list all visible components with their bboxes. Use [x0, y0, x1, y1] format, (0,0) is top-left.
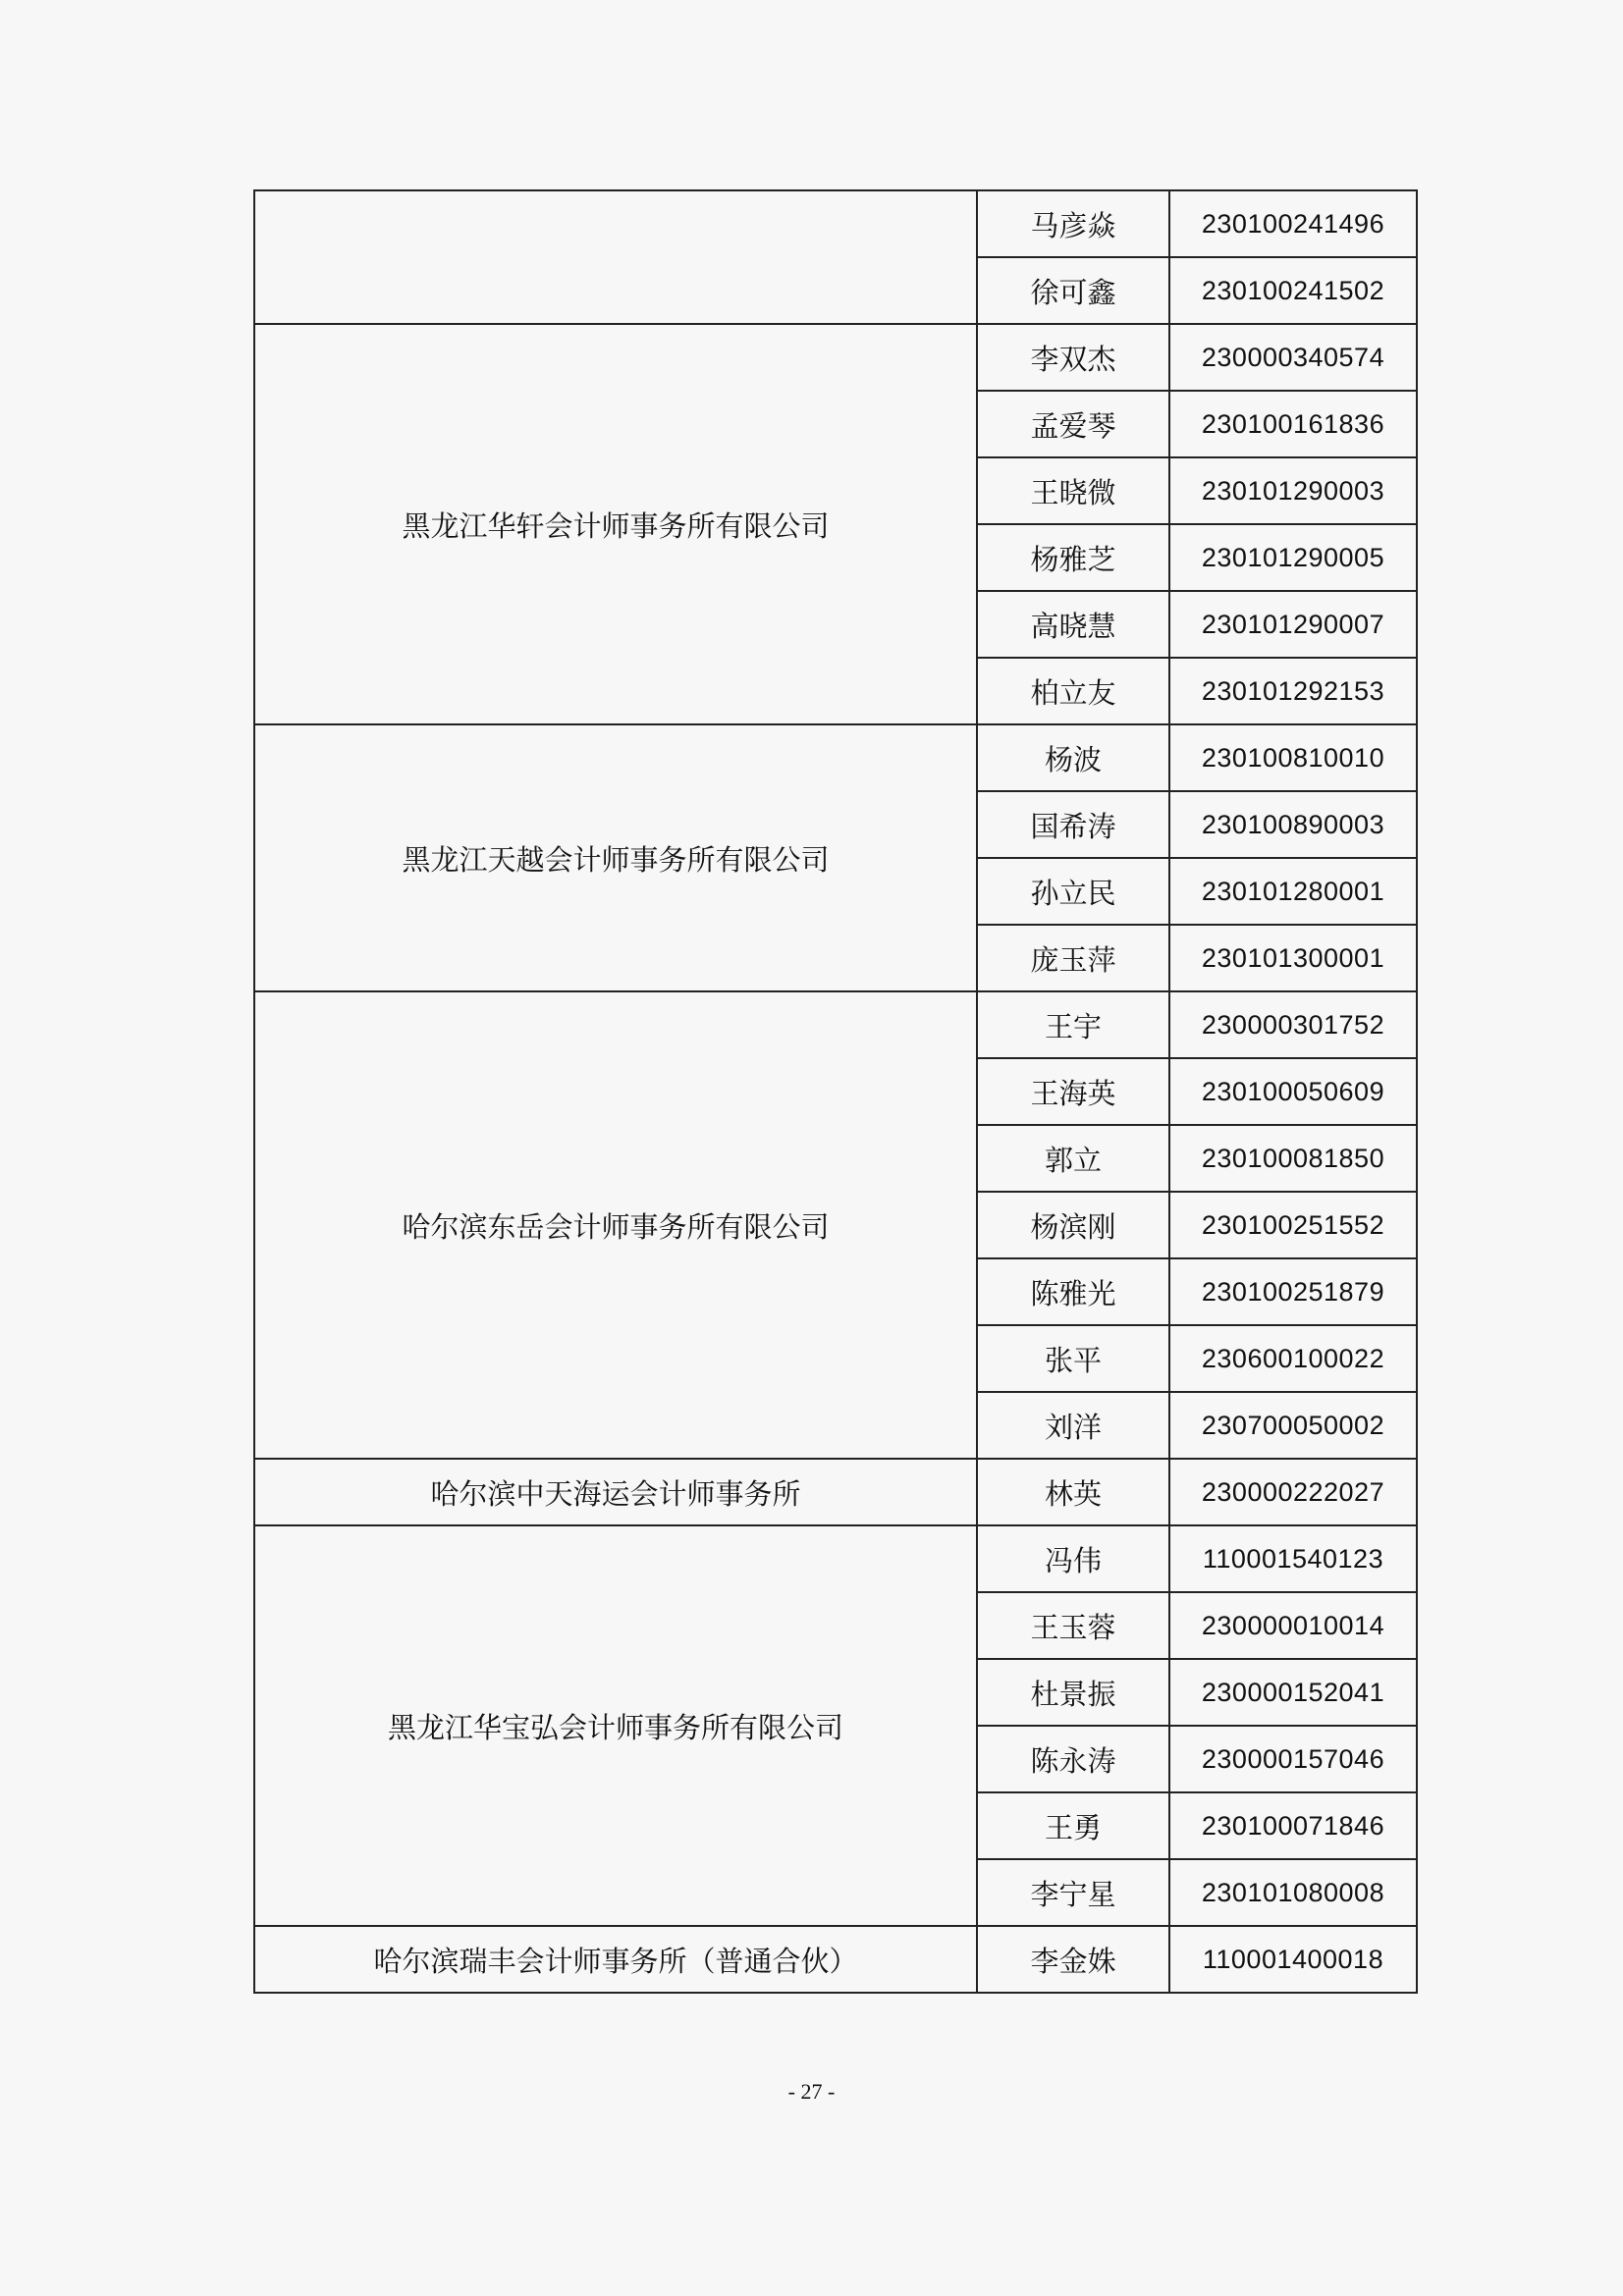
certificate-number-cell: 230101280001: [1169, 858, 1417, 925]
table-row: [254, 324, 1417, 391]
firm-name-cell: 黑龙江华宝弘会计师事务所有限公司: [254, 1525, 977, 1926]
member-name-cell: 徐可鑫: [977, 257, 1169, 324]
member-name-cell: 杨波: [977, 724, 1169, 791]
member-name-cell: 孙立民: [977, 858, 1169, 925]
certificate-number-cell: 230101080008: [1169, 1859, 1417, 1926]
firm-name-cell: 黑龙江天越会计师事务所有限公司: [254, 724, 977, 991]
certificate-number-cell: 230000157046: [1169, 1726, 1417, 1792]
member-name-cell: 张平: [977, 1325, 1169, 1392]
certificate-number-cell: 230101290005: [1169, 524, 1417, 591]
member-name-cell: 林英: [977, 1459, 1169, 1525]
certificate-number-cell: 110001540123: [1169, 1525, 1417, 1592]
certificate-number-cell: 230101292153: [1169, 658, 1417, 724]
member-name-cell: 王玉蓉: [977, 1592, 1169, 1659]
firm-name-cell: 黑龙江华轩会计师事务所有限公司: [254, 324, 977, 724]
certificate-number-cell: 230101290007: [1169, 591, 1417, 658]
certificate-number-cell: 230100161836: [1169, 391, 1417, 457]
member-name-cell: 柏立友: [977, 658, 1169, 724]
member-name-cell: 杨滨刚: [977, 1192, 1169, 1258]
certificate-number-cell: 230100241496: [1169, 190, 1417, 257]
member-name-cell: 国希涛: [977, 791, 1169, 858]
member-name-cell: 郭立: [977, 1125, 1169, 1192]
table-row: [254, 190, 1417, 257]
certificate-number-cell: 230100071846: [1169, 1792, 1417, 1859]
certificate-number-cell: 230100890003: [1169, 791, 1417, 858]
member-name-cell: 李双杰: [977, 324, 1169, 391]
member-name-cell: 陈雅光: [977, 1258, 1169, 1325]
certificate-number-cell: 230700050002: [1169, 1392, 1417, 1459]
certificate-number-cell: 230600100022: [1169, 1325, 1417, 1392]
member-name-cell: 杨雅芝: [977, 524, 1169, 591]
certificate-number-cell: 230100050609: [1169, 1058, 1417, 1125]
member-name-cell: 陈永涛: [977, 1726, 1169, 1792]
member-name-cell: 王晓微: [977, 457, 1169, 524]
table-row: [254, 724, 1417, 791]
member-name-cell: 王海英: [977, 1058, 1169, 1125]
member-name-cell: 孟爱琴: [977, 391, 1169, 457]
certificate-number-cell: 230100251879: [1169, 1258, 1417, 1325]
member-name-cell: 李金姝: [977, 1926, 1169, 1993]
member-name-cell: 马彦焱: [977, 190, 1169, 257]
member-name-cell: 冯伟: [977, 1525, 1169, 1592]
member-name-cell: 王宇: [977, 991, 1169, 1058]
firm-name-cell: 哈尔滨中天海运会计师事务所: [254, 1459, 977, 1525]
certificate-number-cell: 230101290003: [1169, 457, 1417, 524]
certificate-number-cell: 230000010014: [1169, 1592, 1417, 1659]
table-row: [254, 1926, 1417, 1993]
member-name-cell: 庞玉萍: [977, 925, 1169, 991]
certificate-number-cell: 230100251552: [1169, 1192, 1417, 1258]
firm-name-cell: 哈尔滨瑞丰会计师事务所（普通合伙）: [254, 1926, 977, 1993]
certificate-number-cell: 230101300001: [1169, 925, 1417, 991]
certificate-number-cell: 230100241502: [1169, 257, 1417, 324]
table-row: [254, 1525, 1417, 1592]
certificate-number-cell: 230000340574: [1169, 324, 1417, 391]
member-name-cell: 王勇: [977, 1792, 1169, 1859]
cpa-roster-body: [254, 190, 1417, 1993]
table-row: [254, 991, 1417, 1058]
member-name-cell: 刘洋: [977, 1392, 1169, 1459]
certificate-number-cell: 230100810010: [1169, 724, 1417, 791]
member-name-cell: 高晓慧: [977, 591, 1169, 658]
certificate-number-cell: 230000152041: [1169, 1659, 1417, 1726]
page-number: - 27 -: [787, 2079, 836, 2104]
firm-name-cell: 哈尔滨东岳会计师事务所有限公司: [254, 991, 977, 1459]
certificate-number-cell: 230000222027: [1169, 1459, 1417, 1525]
table-row: [254, 1459, 1417, 1525]
member-name-cell: 杜景振: [977, 1659, 1169, 1726]
certificate-number-cell: 230000301752: [1169, 991, 1417, 1058]
certificate-number-cell: 230100081850: [1169, 1125, 1417, 1192]
certificate-number-cell: 110001400018: [1169, 1926, 1417, 1993]
cpa-roster-table: [253, 189, 1418, 1994]
firm-name-cell: [254, 190, 977, 324]
member-name-cell: 李宁星: [977, 1859, 1169, 1926]
